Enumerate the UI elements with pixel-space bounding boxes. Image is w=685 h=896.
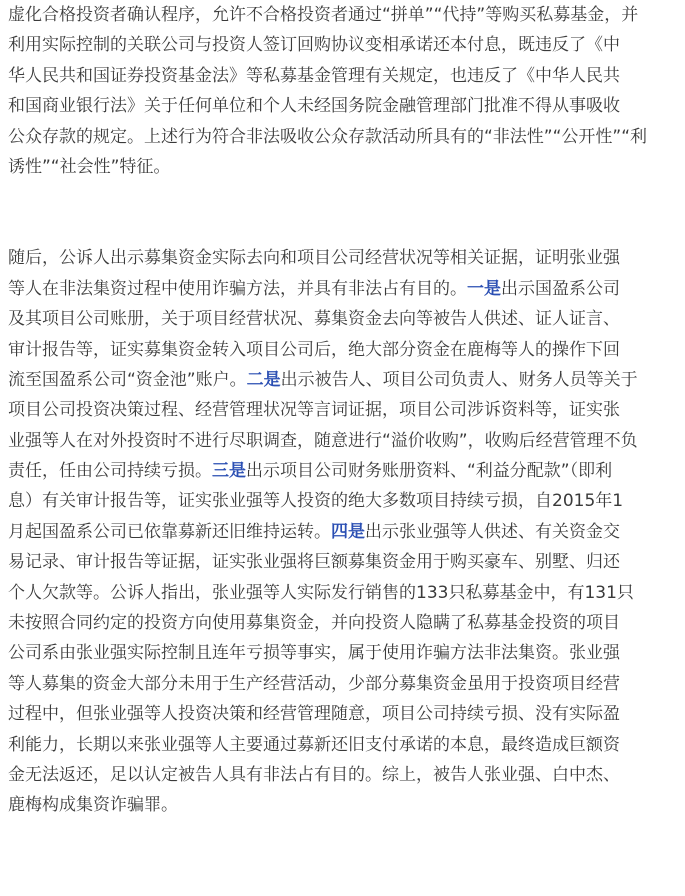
text-segment: 业强等人在对外投资时不进行尽职调查，随意进行“溢价收购”，收购后经营管理不负 — [8, 430, 638, 451]
text-line — [8, 790, 678, 820]
text-segment: 出示张业强等人供述、有关资金交 — [365, 521, 620, 542]
text-line — [8, 335, 678, 365]
text-segment: 及其项目公司账册，关于项目经营状况、募集资金去向等被告人供述、证人证言、 — [8, 309, 620, 330]
text-segment: 过程中，但张业强等人投资决策和经营管理随意，项目公司持续亏损、没有实际盈 — [8, 704, 620, 725]
text-line — [8, 638, 678, 668]
text-segment: 利能力，长期以来张业强等人主要通过募新还旧支付承诺的本息，最终造成巨额资 — [8, 734, 620, 755]
text-segment: 流至国盈系公司“资金池”账户。 — [8, 369, 247, 390]
text-segment: 鹿梅构成集资诈骗罪。 — [8, 795, 178, 816]
text-line — [8, 0, 678, 30]
text-segment: 出示国盈系公司 — [501, 278, 620, 299]
text-segment: 个人欠款等。公诉人指出，张业强等人实际发行销售的133只私募基金中，有131只 — [8, 582, 634, 603]
text-segment: 月起国盈系公司已依靠募新还旧维持运转。 — [8, 521, 331, 542]
text-line — [8, 274, 678, 304]
keyword-marker: 二是 — [246, 369, 281, 390]
text-line — [8, 152, 678, 182]
paragraph — [8, 243, 678, 820]
text-line — [8, 547, 678, 577]
text-segment: 和国商业银行法》关于任何单位和个人未经国务院金融管理部门批准不得从事吸收 — [8, 96, 620, 117]
text-line — [8, 122, 678, 152]
article-body — [8, 0, 678, 821]
text-line — [8, 426, 678, 456]
text-segment: 随后，公诉人出示募集资金实际去向和项目公司经营状况等相关证据，证明张业强 — [8, 248, 620, 269]
text-line — [8, 61, 678, 91]
text-segment: 诱性”“社会性”特征。 — [8, 156, 171, 177]
keyword-marker: 四是 — [331, 521, 365, 542]
text-segment: 责任，任由公司持续亏损。 — [8, 461, 212, 482]
text-line — [8, 669, 678, 699]
text-segment: 利用实际控制的关联公司与投资人签订回购协议变相承诺还本付息，既违反了《中 — [8, 35, 620, 56]
text-line — [8, 304, 678, 334]
text-segment: 出示被告人、项目公司负责人、财务人员等关于 — [280, 369, 638, 390]
text-line — [8, 30, 678, 60]
text-line — [8, 517, 678, 547]
text-segment: 易记录、审计报告等证据，证实张业强将巨额募集资金用于购买豪车、别墅、归还 — [8, 552, 620, 573]
text-line — [8, 91, 678, 121]
text-segment: 未按照合同约定的投资方向使用募集资金，并向投资人隐瞒了私募基金投资的项目 — [8, 613, 620, 634]
text-segment: 公众存款的规定。上述行为符合非法吸收公众存款活动所具有的“非法性”“公开性”“利 — [8, 126, 648, 147]
keyword-marker: 一是 — [467, 278, 501, 299]
text-line — [8, 578, 678, 608]
text-segment: 虚化合格投资者确认程序，允许不合格投资者通过“拼单”“代持”等购买私募基金，并 — [8, 5, 639, 25]
text-segment: 等人募集的资金大部分未用于生产经营活动，少部分募集资金虽用于投资项目经营 — [8, 673, 620, 694]
text-segment: 华人民共和国证券投资基金法》等私募基金管理有关规定，也违反了《中华人民共 — [8, 65, 620, 86]
text-line — [8, 760, 678, 790]
text-segment: 出示项目公司财务账册资料、“利益分配款”（即利 — [246, 461, 613, 482]
text-line — [8, 243, 678, 273]
text-segment: 金无法返还，足以认定被告人具有非法占有目的。综上，被告人张业强、白中杰、 — [8, 764, 620, 785]
text-line — [8, 486, 678, 516]
text-segment: 项目公司投资决策过程、经营管理状况等言词证据，项目公司涉诉资料等，证实张 — [8, 400, 620, 421]
paragraph — [8, 0, 678, 182]
paragraph-spacer — [8, 182, 678, 243]
text-line — [8, 699, 678, 729]
text-line — [8, 365, 678, 395]
keyword-marker: 三是 — [212, 461, 246, 482]
text-line — [8, 456, 678, 486]
text-segment: 审计报告等，证实募集资金转入项目公司后，绝大部分资金在鹿梅等人的操作下回 — [8, 339, 620, 360]
text-segment: 等人在非法集资过程中使用诈骗方法，并具有非法占有目的。 — [8, 278, 467, 299]
text-line — [8, 608, 678, 638]
text-segment: 公司系由张业强实际控制且连年亏损等事实，属于使用诈骗方法非法集资。张业强 — [8, 643, 620, 664]
text-line — [8, 730, 678, 760]
text-segment: 息）有关审计报告等，证实张业强等人投资的绝大多数项目持续亏损，自2015年1 — [8, 491, 624, 512]
text-line — [8, 395, 678, 425]
